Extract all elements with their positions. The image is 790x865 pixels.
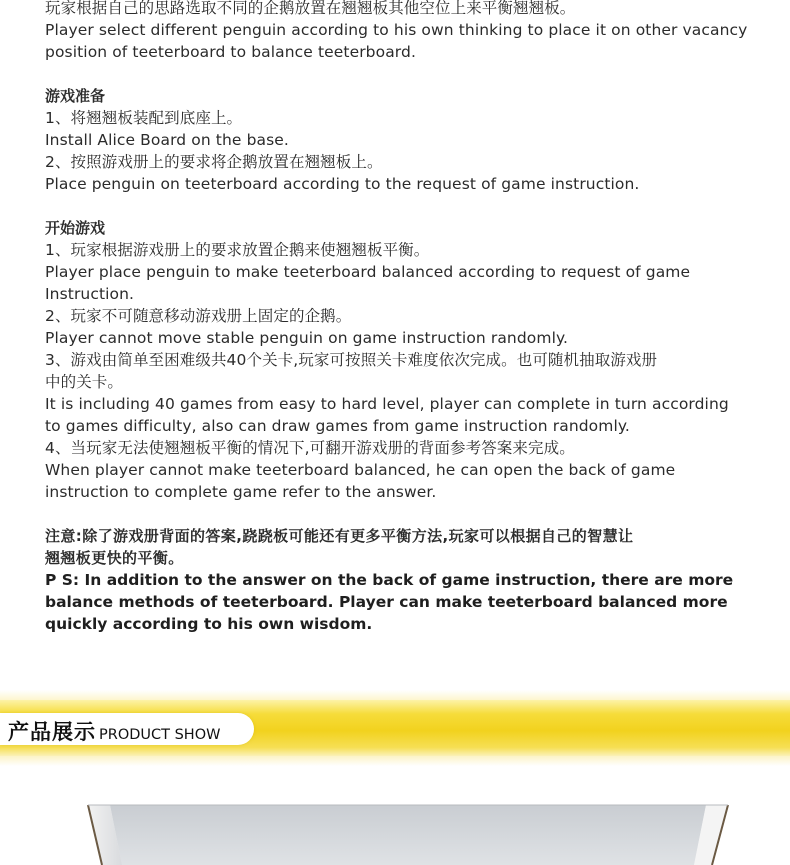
note-en-line: quickly according to his own wisdom. — [45, 615, 373, 633]
intro-line-en-2: position of teeterboard to balance teeterboard. — [45, 43, 416, 61]
note-en-line: balance methods of teeterboard. Player can make teeterboard balanced more — [45, 593, 728, 611]
note-en-line: P S: In addition to the answer on the back of game instruction, there are more — [45, 571, 734, 589]
note-cn-line: 翘翘板更快的平衡。 — [45, 549, 184, 567]
instructions-text — [45, 0, 775, 635]
start-line: When player cannot make teeterboard balanced, he can open the back of game — [45, 461, 676, 479]
start-line: 3、游戏由简单至困难级共40个关卡,玩家可按照关卡难度依次完成。也可随机抽取游戏册 — [45, 351, 658, 369]
banner-fade-bottom — [0, 756, 790, 766]
start-line: It is including 40 games from easy to hard level, player can complete in turn according — [45, 395, 729, 413]
intro-line-cn: 玩家根据自己的思路选取不同的企鹅放置在翘翘板其他空位上来平衡翘翘板。 — [45, 0, 576, 17]
preparation-line: 1、将翘翘板装配到底座上。 — [45, 109, 243, 127]
start-line: Player cannot move stable penguin on game instruction randomly. — [45, 329, 569, 347]
start-line: to games difficulty, also can draw games from game instruction randomly. — [45, 417, 630, 435]
product-photo — [0, 780, 790, 865]
start-line: 2、玩家不可随意移动游戏册上固定的企鹅。 — [45, 307, 352, 325]
box-inner — [110, 805, 706, 865]
banner-title — [8, 716, 220, 744]
note-cn-line: 注意:除了游戏册背面的答案,跷跷板可能还有更多平衡方法,玩家可以根据自己的智慧让 — [45, 527, 634, 545]
banner-title-cn: 产品展示 — [8, 720, 96, 744]
start-line: 中的关卡。 — [45, 373, 124, 391]
start-line: Instruction. — [45, 285, 135, 303]
start-line: 1、玩家根据游戏册上的要求放置企鹅来使翘翘板平衡。 — [45, 241, 430, 259]
preparation-line: Install Alice Board on the base. — [45, 131, 289, 149]
intro-line-en-1: Player select different penguin according to his own thinking to place it on other vacancy — [45, 21, 748, 39]
start-line: 4、当玩家无法使翘翘板平衡的情况下,可翻开游戏册的背面参考答案来完成。 — [45, 439, 575, 457]
start-line: instruction to complete game refer to the answer. — [45, 483, 437, 501]
banner-title-en: PRODUCT SHOW — [99, 727, 221, 743]
preparation-line: Place penguin on teeterboard according to the request of game instruction. — [45, 175, 640, 193]
preparation-line: 2、按照游戏册上的要求将企鹅放置在翘翘板上。 — [45, 153, 383, 171]
start-line: Player place penguin to make teeterboard balanced according to request of game — [45, 263, 691, 281]
preparation-heading: 游戏准备 — [45, 87, 106, 105]
product-box-image — [0, 780, 790, 865]
start-heading: 开始游戏 — [45, 219, 106, 237]
